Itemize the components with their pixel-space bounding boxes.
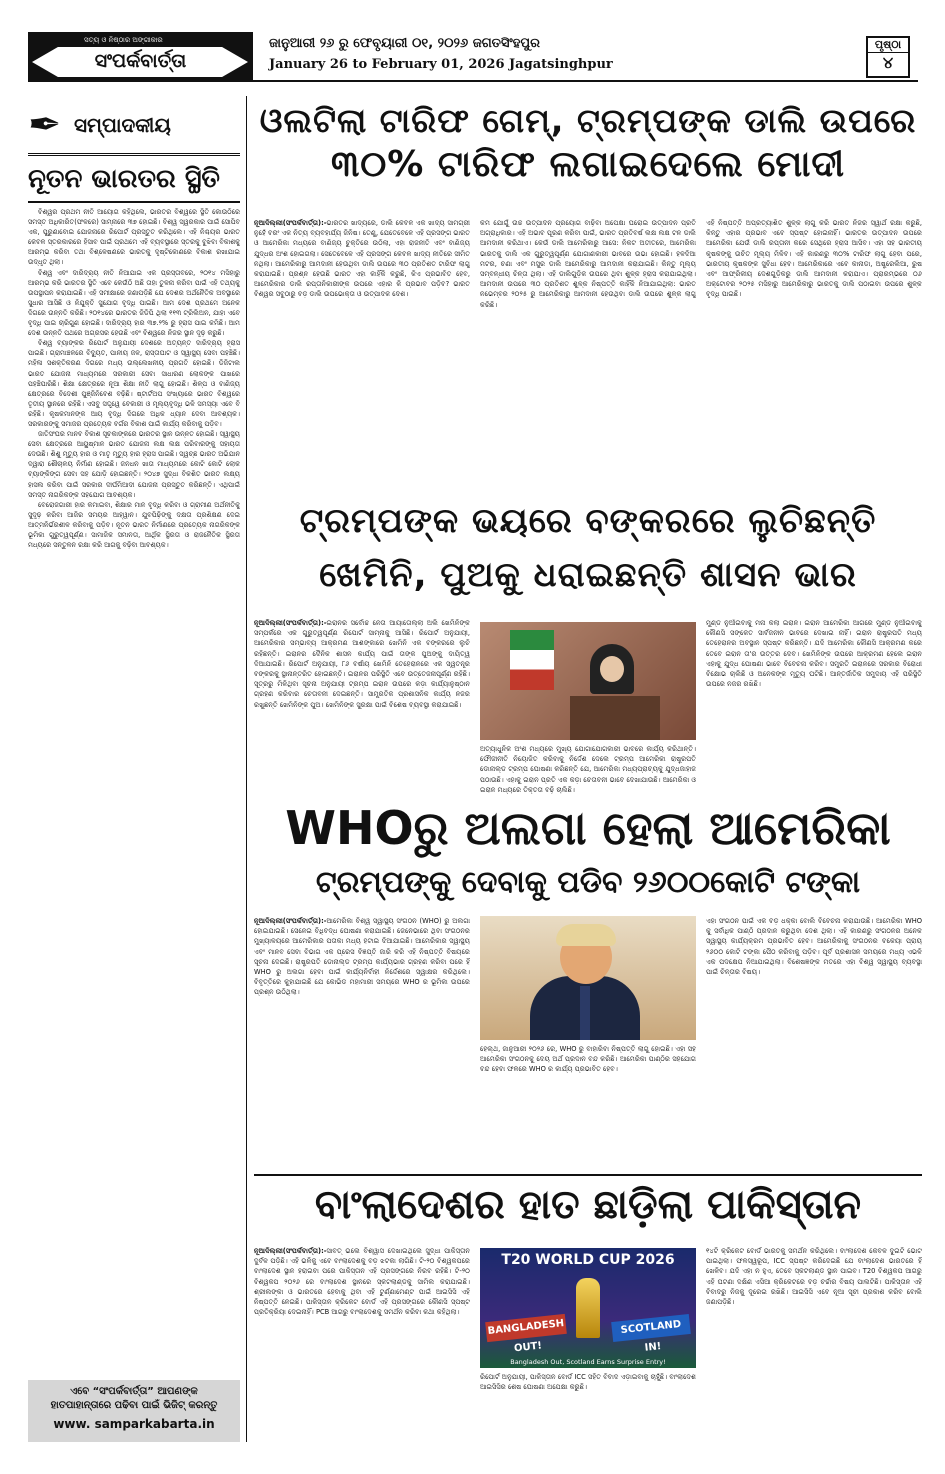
story-tariff-body bbox=[254, 218, 922, 492]
story-column: ଅତ୍ୟାଧୁନିକ ଅଂଶ ମଧ୍ୟରେ ମୁଖ୍ୟ ଯୋଗାଯୋଗକାରୀ ଭାବରେ କାର୍ଯ୍ୟ କରିଥାନ୍ତି। ଫୌଜୀନୀତି ନିୟୋଜିତ କରିବାକୁ ନିର୍ଦ୍ଦେଶ ଦେଲେ ଟ୍ରମ୍ପ ଆମେରିକା ରାଷ୍ଟ୍ରପତି ଡୋନାଲ୍ଡ ଟ୍ରମ୍ପ ଘୋଷଣା କରିଛନ୍ତି ଯେ, ଆମେରିକା ମଧ୍ୟପ୍ରାଚ୍ୟକୁ ଯୁଦ୍ଧଜାହାଜ ପଠାଉଛି। ଏହାକୁ ଇରାନ ପ୍ରତି ଏକ କଡ଼ା ଚେତାବନୀ ଭାବେ ଦେଖାଯାଉଛି। ଆମେରିକା ଓ ଇରାନ ମଧ୍ୟରେ ତିକ୍ତତା ବଢ଼ି ଚାଲିଛି। bbox=[480, 745, 696, 794]
promo-line-2: ହାତପାହାନ୍ତାରେ ପଢିବା ପାଇଁ ଭିଜିଟ୍ କରନ୍ତୁ bbox=[50, 1400, 218, 1411]
headline-line: ୩୦% ଟାରିଫ ଲଗାଇଦେଲେ ମୋଦୀ bbox=[330, 143, 846, 185]
issue-date-block bbox=[253, 32, 918, 80]
photo-caption: Bangladesh Out, Scotland Earns Surprise Entry! bbox=[510, 1358, 666, 1366]
story-who-subheadline: ଟ୍ରମ୍ପଙ୍କୁ ଦେବାକୁ ପଡିବ ୨୬୦୦କୋଟି ଟଙ୍କା bbox=[315, 865, 861, 900]
khamenei-photo bbox=[480, 622, 696, 740]
editorial-section-label: ସମ୍ପାଦକୀୟ bbox=[74, 112, 171, 137]
tie-shape bbox=[580, 986, 590, 1040]
issue-date-odia: ଜାନୁଆରୀ ୨୬ ରୁ ଫେବୃୟାରୀ ୦୧, ୨୦୨୬ ଜଗତସିଂହପୁର bbox=[269, 36, 540, 51]
promo-line-1: ଏବେ “ସଂପର୍କବାର୍ତ୍ତା” ଆପଣଙ୍କ bbox=[70, 1386, 198, 1397]
page-number-box bbox=[866, 36, 910, 78]
editorial-paragraph: ବିଶ୍ୱ ବ୍ୟାଙ୍କର ରିପୋର୍ଟ ଅନୁଯାୟୀ ଦେଶରେ ଅତ୍ୟନ୍ତ ଦାରିଦ୍ର୍ୟ ହ୍ରାସ ପାଇଛି। ଗ୍ରାମାଞ୍ଚଳରେ ବିଦ୍ୟୁତ, ପାନୀୟ ଜଳ, ରାସ୍ତାଘାଟ ଓ ସ୍ୱାସ୍ଥ୍ୟ ସେବା ପହଞ୍ଚିଛି। ମହିଳା ସଶକ୍ତିକରଣ ଦିଗରେ ମଧ୍ୟ ଉଲ୍ଲେଖନୀୟ ପ୍ରଗତି ହୋଇଛି। ଡିଜିଟାଲ ଭାରତ ଯୋଜନା ମାଧ୍ୟମରେ ସରକାରୀ ସେବା ସାଧାରଣ ଲୋକଙ୍କ ପାଖରେ ପହଞ୍ଚିପାରିଛି। ଶିକ୍ଷା କ୍ଷେତ୍ରରେ ନୂଆ ଶିକ୍ଷା ନୀତି ଲାଗୁ ହୋଇଛି। ଶିଳ୍ପ ଓ ବାଣିଜ୍ୟ କ୍ଷେତ୍ରରେ ବିଦେଶୀ ପୁଞ୍ଜିନିବେଶ ବଢ଼ିଛି। ଷ୍ଟାର୍ଟଅପ ସଂଖ୍ୟାରେ ଭାରତ ବିଶ୍ୱରେ ତୃତୀୟ ସ୍ଥାନରେ ରହିଛି। ଏସବୁ ସତ୍ତ୍ୱେ ବେକାରୀ ଓ ମୂଲ୍ୟବୃଦ୍ଧି ଭଳି ସମସ୍ୟା ଏବେ ବି ରହିଛି। କୃଷକମାନଙ୍କ ଆୟ ବୃଦ୍ଧି ଦିଗରେ ଅଧିକ ଧ୍ୟାନ ଦେବା ଆବଶ୍ୟକ। ସରକାରଙ୍କୁ ସମାଜର ପ୍ରତ୍ୟେକ ବର୍ଗର ବିକାଶ ପାଇଁ କାର୍ଯ୍ୟ କରିବାକୁ ପଡ଼ିବ। bbox=[28, 339, 240, 428]
logo-tagline: ସତ୍ୟ ଓ ନିଷ୍ଠାର ଅଙ୍ଗୀକାର bbox=[84, 36, 163, 44]
issue-date-english: January 26 to February 01, 2026 Jagatsinghpur bbox=[269, 57, 613, 72]
editorial-column bbox=[28, 96, 240, 1442]
headline-line: ଓଲଟିଲା ଟାରିଫ ଗେମ୍, ଟ୍ରମ୍ପଙ୍କ ଡାଲି ଉପରେ bbox=[259, 101, 917, 140]
website-link[interactable]: www. samparkabarta.in bbox=[53, 1417, 215, 1431]
headline-line: ଟ୍ରମ୍ପଙ୍କ ଭୟରେ ବଙ୍କରରେ ଲୁଚିଛନ୍ତି bbox=[299, 501, 877, 541]
dateline: ନୂଆଦିଲ୍ଲୀ(ସଂପର୍କବାର୍ତ୍ତା):- bbox=[254, 917, 327, 925]
dateline: ନୂଆଦିଲ୍ଲୀ(ସଂପର୍କବାର୍ତ୍ତା):- bbox=[254, 219, 327, 227]
story-column: ଏହି ନିଷ୍ପତ୍ତି ଅପ୍ରତ୍ୟାଶିତ ଶୁଳ୍କ ଲାଗୁ କରି ଭାରତ ନିଜର ସ୍ୱାର୍ଥ ରକ୍ଷା କରୁଛି, କିନ୍ତୁ ଏହାର ପ୍ରଭାବ ଏବେ ସ୍ପଷ୍ଟ ହୋଇନାହିଁ। ଭାରତର ଉତ୍ପାଦନ ଉପରେ ଆମେରିକା ଯେଉଁ ଡାଲି ରପ୍ତାନୀ କରେ ସେଥିରେ ହ୍ରାସ ଆସିବ। ଏହା ସହ ଭାରତୀୟ କୃଷକଙ୍କୁ ଉଚିତ ମୂଲ୍ୟ ମିଳିବ। ଏହି କାରଣରୁ ୩୦% ଟାରିଫ ଲାଗୁ ହେବା ପରେ, ଭାରତୀୟ କୃଷକଙ୍କ ସୁବିଧା ହେବ। ଆମେରିକାରେ ଏବେ କାନାଡା, ଅଷ୍ଟ୍ରେଲିଆ, ରୁଷ ଏବଂ ଆଫ୍ରିକୀୟ ଦେଶଗୁଡ଼ିକରୁ ଡାଲି ଆମଦାନୀ କରାଯାଏ। ପ୍ରାରମ୍ଭରେ ୦୬ ଅକ୍ଟୋବର ୨୦୨୫ ମସିହାରୁ ଆମେରିକାରୁ ଭାରତକୁ ଡାଲି ପଠାଇବା ଉପରେ ଶୁଳ୍କ ବୃଦ୍ଧି ପାଇଛି। bbox=[706, 219, 922, 299]
story-column: ଏହା ସଂଗଠନ ପାଇଁ ଏକ ବଡ଼ ଧକ୍କା ବୋଲି ବିବେଚନା କରାଯାଉଛି। ଆମେରିକା WHO କୁ ସର୍ବାଧିକ ପାଣ୍ଠି ପ୍ରଦାନ କରୁଥିବା ଦେଶ ଥିଲା। ଏହି କାରଣରୁ ସଂଗଠନର ଅନେକ ସ୍ୱାସ୍ଥ୍ୟ କାର୍ଯ୍ୟକ୍ରମ ପ୍ରଭାବିତ ହେବ। ଆମେରିକାକୁ ସଂଗଠନର ବକେୟା ପ୍ରାୟ ୨୬୦୦ କୋଟି ଟଙ୍କା ପୈଠ କରିବାକୁ ପଡ଼ିବ। ପୂର୍ବ ପ୍ରଶାସନ ସମୟରେ ମଧ୍ୟ ଏଭଳି ଏକ ପଦକ୍ଷେପ ନିଆଯାଇଥିଲା। ବିଶେଷଜ୍ଞଙ୍କ ମତରେ ଏହା ବିଶ୍ୱ ସ୍ୱାସ୍ଥ୍ୟ ବ୍ୟବସ୍ଥା ପାଇଁ ଚିନ୍ତାର ବିଷୟ। bbox=[706, 917, 922, 977]
editorial-paragraph: ବିଶ୍ୱର ପ୍ରଥମ ନୀତି ଆୟୋଗ କହିଥିଲେ, ଭାରତର ବିଶ୍ୱରେ ସ୍ଥିତି କୋଉଠିରେ ସମସ୍ତ ଅଧିକାରିତ(ଫଳରେ) ସାମ୍ନାରେ ୩୭ ହୋଇଛି। ବିଶ୍ୱ ସ୍ୱରକାର ପାଇଁ ସୋପିବ ଏକ, ପୁରୁଣାବୋଇ ଯୋଜନାରେ ରିପୋର୍ଟ ପ୍ରସ୍ତୁତ କରିଥିଲେ। ଏହି ନିଶ୍ଚୟର ଭାରତ କେବଳ ସ୍ତରକାରରେ ହିସାବ ପାଇଁ ପ୍ରଥମେ ଏହି ବ୍ୟବସ୍ଥାରେ ସ୍ତରକୁ ବୁଝିବା ବିକାଶକୁ ଆରମ୍ଭ କରିବା ତଥା ବିଶ୍ଳେଷଣରେ ଭାରତକୁ ଦୃଷ୍ଟିକୋଣରେ ବିକାଶ ରଖାଯାଇ ଉଦ୍ଧୃତ ଥିଲା। bbox=[28, 208, 240, 267]
story-text: ଇରାନର ସର୍ବୋଚ୍ଚ ନେତା ଆୟାତୋଲ୍ଲା ଅଲି ଖେମିନିଙ୍କ ସମ୍ପର୍କରେ ଏକ ଗୁରୁତ୍ୱପୂର୍ଣ୍ଣ ରିପୋର୍ଟ ସାମ୍ନାକୁ ଆସିଛି। ରିପୋର୍ଟ ଅନୁଯାୟୀ, ଆମେରିକାର ସମ୍ଭାବ୍ୟ ଆକ୍ରମଣ ଆଶଙ୍କାରେ ଖେମିନି ଏକ ବଙ୍କରରେ ଲୁଚି ରହିଛନ୍ତି। ଇରାନର ଦୈନିକ ଶାସନ କାର୍ଯ୍ୟ ପାଇଁ ତାଙ୍କ ପୁଅଙ୍କୁ ଦାୟିତ୍ୱ ଦିଆଯାଇଛି। ରିପୋର୍ଟ ଅନୁଯାୟୀ, ୮୬ ବର୍ଷୀୟ ଖେମିନି ତେହେରାନରେ ଏକ ସ୍ୱତନ୍ତ୍ର ବଙ୍କରକୁ ସ୍ଥାନାନ୍ତରିତ ହୋଇଛନ୍ତି। ଇରାନର ପରିସ୍ଥିତି ଏବେ ଉତ୍ତେଜନାପୂର୍ଣ୍ଣ ରହିଛି। ସୂତ୍ରରୁ ମିଳିଥିବା ସୂଚନା ଅନୁଯାୟୀ ଟ୍ରମ୍ପ ଇରାନ ଉପରେ କଡ଼ା କାର୍ଯ୍ୟାନୁଷ୍ଠାନ ଗ୍ରହଣ କରିବାର ଚେତାବନୀ ଦେଇଛନ୍ତି। ସାମ୍ପ୍ରତିକ ପ୍ରଶାସନିକ କାର୍ଯ୍ୟ ନଜର ରଖୁଛନ୍ତି ଖେମିନିଙ୍କ ପୁଅ। ଖେମିନିଙ୍କ ସୁରକ୍ଷା ପାଇଁ ବିଶେଷ ବ୍ୟବସ୍ଥା କରାଯାଇଛି। bbox=[254, 619, 470, 709]
editorial-paragraph: ବେରୋଜଗାରୀ ହାର କମାଇବା, ଶିକ୍ଷାର ମାନ ବୃଦ୍ଧି କରିବା ଓ ଗ୍ରାମୀଣ ଅର୍ଥନୀତିକୁ ସୁଦୃଢ଼ କରିବା ଆଜିର ସମୟର ଆହ୍ୱାନ। ଯୁବପିଢ଼ିଙ୍କୁ ଦକ୍ଷତା ପ୍ରଶିକ୍ଷଣ ଦେଇ ଆତ୍ମନିର୍ଭରଶୀଳ କରିବାକୁ ପଡ଼ିବ। ନୂତନ ଭାରତ ନିର୍ମାଣରେ ପ୍ରତ୍ୟେକ ନାଗରିକଙ୍କ ଭୂମିକା ଗୁରୁତ୍ୱପୂର୍ଣ୍ଣ। ସାମାଜିକ ସମାନତା, ଆର୍ଥିକ ସ୍ଥିରତା ଓ ରାଜନୈତିକ ସ୍ଥିରତା ମଧ୍ୟରେ ସନ୍ତୁଳନ ରକ୍ଷା କରି ଆଗକୁ ବଢ଼ିବା ଆବଶ୍ୟକ। bbox=[28, 500, 240, 550]
story-column bbox=[254, 916, 470, 1172]
story-column: କମ ଯୋଗୁଁ ଉଚ୍ଚ ଉତ୍ପାଦନ ପ୍ରୟୋଗ ବାଢ଼ିବା ଅପେକ୍ଷା ଘରୋଇ ଉତ୍ପାଦନ ପ୍ରତି ଅଗ୍ରାଧିକାର। ଏହି ଅଭାବ ପୂରଣ କରିବା ପାଇଁ, ଭାରତ ପ୍ରତିବର୍ଷ ଲକ୍ଷ ଲକ୍ଷ ଟନ ଡାଲି ଆମଦାନୀ କରିଥାଏ। କେଉଁ ଡାଲି ଆମେରିକାରୁ ଆସେ: ନିକଟ ଅତୀତରେ, ଆମେରିକା ଭାରତକୁ ଡାଲି ଏକ ଗୁରୁତ୍ୱପୂର୍ଣ୍ଣ ଯୋଗାଣକାରୀ ଭାବରେ ଉଭା ହୋଇଛି। ହଳଦିଆ ମଟର, ଚଣା ଏବଂ ମସୁର ଡାଲି ଆମେରିକାରୁ ଆମଦାନୀ କରାଯାଇଛି। କିନ୍ତୁ ମୂଲ୍ୟ ସମ୍ବନ୍ଧୀୟ ଚିନ୍ତା ଥିଲା। ଏହି ଡାଲିଗୁଡ଼ିକ ଉପରେ ଥିବା ଶୁଳ୍କ ହ୍ରାସ କରାଯାଇଥିଲା। ଆମଦାନୀ ଉପରେ ୩୦ ପ୍ରତିଶତ ଶୁଳ୍କ ନିଷ୍ପତ୍ତି କାହିଁକି ନିଆଯାଇଥିଲା: ଭାରତ ନଭେମ୍ବର ୨୦୨୫ ରୁ ଆମେରିକାରୁ ଆମଦାନୀ ହେଉଥିବା ଡାଲି ଉପରେ ଶୁଳ୍କ ଲାଗୁ କରିଛି। bbox=[480, 219, 696, 309]
main-news-column bbox=[254, 96, 922, 1442]
story-column: ରିପୋର୍ଟ ଅନୁଯାୟୀ, ପାକିସ୍ତାନ ବୋର୍ଡ ICC ସହିତ ବିବାଦ ଏଡ଼ାଇବାକୁ ଚାହୁଁଛି। ବାଂଲାଦେଶ ଆଇସିସିର ଶେଷ ଘୋଷଣା ଅପେକ୍ଷା କରୁଛି। bbox=[480, 1373, 696, 1392]
podium bbox=[570, 696, 660, 740]
story-text: ଆମେରିକା ବିଶ୍ୱ ସ୍ୱାସ୍ଥ୍ୟ ସଂଗଠନ (WHO) ରୁ ଅଲଗା ହୋଇଯାଇଛି। ସେନେଇ ବିଧିବଦ୍ଧ ଘୋଷଣା କରାଯାଇଛି। ଜେନେଭାରେ ଥିବା ସଂଗଠନର ମୁଖ୍ୟାଳୟରେ ଆମେରିକାର ପତାକା ମଧ୍ୟ ହଟାଇ ଦିଆଯାଇଛି। ଆମେରିକାର ସ୍ୱାସ୍ଥ୍ୟ ଏବଂ ମାନବ ସେବା ବିଭାଗ ଏକ ପ୍ରେସ ବିଜ୍ଞପ୍ତି ଜାରି କରି ଏହି ନିଷ୍ପତ୍ତି ବିଷୟରେ ସୂଚନା ଦେଇଛି। ରାଷ୍ଟ୍ରପତି ଡୋନାଲ୍ଡ ଟ୍ରମ୍ପ କାର୍ଯ୍ୟଭାର ଗ୍ରହଣ କରିବା ପରେ ହିଁ WHO ରୁ ଅଲଗା ହେବା ପାଇଁ କାର୍ଯ୍ୟନିର୍ବାହୀ ନିର୍ଦ୍ଦେଶରେ ସ୍ୱାକ୍ଷର କରିଥିଲେ। ବିବୃତ୍ତିରେ କୁହାଯାଇଛି ଯେ କୋଭିଡ ମହାମାରୀ ସମୟରେ WHO ର ଭୂମିକା ଉପରେ ପ୍ରଶ୍ନ ଉଠିଥିଲା। bbox=[254, 917, 470, 997]
speaker-face bbox=[600, 656, 624, 682]
iran-flag-image bbox=[510, 630, 554, 690]
headline-line: ଖେମିନି, ପୁଅକୁ ଧରାଇଛନ୍ତି ଶାସନ ଭାର bbox=[319, 555, 857, 596]
page-label: ପୃଷ୍ଠା bbox=[868, 38, 908, 53]
trophy-icon bbox=[576, 1278, 600, 1338]
editorial-paragraph: ବିଶ୍ୱ ଏବଂ ଦାରିଦ୍ର୍ୟ ନୀତି ନିଆଯାଇ ଏକ ପ୍ରସ୍ତାବରେ, ୨୦୧୪ ମସିହାରୁ ଆରମ୍ଭ କରି ଭାରତର ସ୍ଥିତି ଏବେ କେଉଁଠି ଅଛି ତାହା ତୁଳନା କରିବା ପାଇଁ ଏହି ତଥ୍ୟକୁ ଉପସ୍ଥାପନ କରାଯାଇଛି। ଏହି ସମୀକ୍ଷାରେ ଜଣାପଡ଼ିଛି ଯେ ଦେଶର ଅର୍ଥନୈତିକ ଅବସ୍ଥାରେ ସୁଧାର ଆସିଛି ଓ ନିଯୁକ୍ତି ସୁଯୋଗ ବୃଦ୍ଧି ପାଇଛି। ଆମ ଦେଶ ପ୍ରଥମେ ଅନେକ ଦିଗରେ ଉନ୍ନତି କରିଛି। ୨୦୧୪ରେ ଭାରତର ଜିଡିପି ଥିଲା ୧୧୩ ଟ୍ରିଲିଅନ, ଯାହା ଏବେ ବୃଦ୍ଧି ପାଇ ଚାରିଗୁଣ ହୋଇଛି। ଦାରିଦ୍ର୍ୟ ହାର ୩୭.୨% ରୁ ହ୍ରାସ ପାଇ କମିଛି। ଆମ ଦେଶ ଉନ୍ନତି ପଥରେ ଅଗ୍ରସର ହେଉଛି ଏବଂ ବିଶ୍ୱରେ ନିଜର ସ୍ଥାନ ଦୃଢ଼ କରୁଛି। bbox=[28, 268, 240, 338]
editorial-body bbox=[28, 207, 240, 1375]
website-promo-box bbox=[28, 1380, 240, 1442]
dateline: ନୂଆଦିଲ୍ଲୀ(ସଂପର୍କବାର୍ତ୍ତା):- bbox=[254, 619, 327, 627]
newspaper-logo[interactable] bbox=[28, 32, 253, 80]
story-column: ମୁଣ୍ଡ ନୁଆଁଇବାକୁ ମନା କଲା ଇରାନ। ଇରାନ ଆମେରିକା ଆଗରେ ମୁଣ୍ଡ ନୁଆଁଇବାକୁ କୌଣସି ସଙ୍କେତ ସାର୍ବଜନୀନ ଭାବରେ ଦେଖାଇ ନାହିଁ। ଇରାନ ରାଷ୍ଟ୍ରପତି ମଧ୍ୟ ତେହେରାନର ଅବସ୍ଥାନ ସ୍ପଷ୍ଟ କରିଛନ୍ତି। ଯଦି ଆମେରିକା କୌଣସି ଆକ୍ରମଣ କରେ ତେବେ ଇରାନ ତା'ର ଉତ୍ତର ଦେବ। ଖେମିନିଙ୍କ ଉପରେ ଆକ୍ରମଣ ହେଲେ ଇରାନ ଏହାକୁ ଯୁଦ୍ଧ ଘୋଷଣା ଭାବେ ବିବେଚନା କରିବ। ସମ୍ପ୍ରତି ଇରାନରେ ସରକାର ବିରୋଧୀ ବିକ୍ଷୋଭ ଚାଲିଛି ଓ ଅନେକଙ୍କ ମୃତ୍ୟୁ ଘଟିଛି। ଆନ୍ତର୍ଜାତିକ ସମୁଦାୟ ଏହି ପରିସ୍ଥିତି ଉପରେ ନଜର ରଖିଛି। bbox=[706, 619, 922, 689]
editorial-header bbox=[28, 96, 240, 156]
story-column: ହେଲ୍ଥ, ଜାନୁଆରୀ ୨୦୨୬ ରେ, WHO ରୁ ବାହାରିବା ନିଷ୍ପତ୍ତି ଲାଗୁ ହୋଇଛି। ଏହା ସହ ଆମେରିକା ସଂଗଠନକୁ ଦେୟ ଅର୍ଥ ପ୍ରଦାନ ବନ୍ଦ କରିଛି। ଆମେରିକା ପାଣ୍ଠିର ସହଯୋଗ ବନ୍ଦ ହେବା ଫଳରେ WHO ର କାର୍ଯ୍ୟ ପ୍ରଭାବିତ ହେବ। bbox=[480, 1045, 696, 1074]
column-divider bbox=[246, 96, 247, 1442]
editorial-paragraph: ଜାତିସଂଘର ମାନବ ବିକାଶ ସୂଚକାଙ୍କରେ ଭାରତର ସ୍ଥାନ ଉନ୍ନତ ହୋଇଛି। ସ୍ୱାସ୍ଥ୍ୟ ସେବା କ୍ଷେତ୍ରରେ ଆୟୁଷ୍ମାନ ଭାରତ ଯୋଜନା ଲକ୍ଷ ଲକ୍ଷ ପରିବାରଙ୍କୁ ସହାୟତା ଦେଉଛି। ଶିଶୁ ମୃତ୍ୟୁ ହାର ଓ ମାତୃ ମୃତ୍ୟୁ ହାର ହ୍ରାସ ପାଇଛି। ସ୍ୱଚ୍ଛ ଭାରତ ଅଭିଯାନ ଦ୍ୱାରା ଶୌଚାଳୟ ନିର୍ମାଣ ହୋଇଛି। ଜନଧନ ଖାତା ମାଧ୍ୟମରେ କୋଟି କୋଟି ଲୋକ ବ୍ୟାଙ୍କିଙ୍ଗ ସେବା ସହ ଯୋଡ଼ି ହୋଇଛନ୍ତି। ୨୦୪୭ ସୁଦ୍ଧା ବିକଶିତ ଭାରତ ଲକ୍ଷ୍ୟ ହାସଲ କରିବା ପାଇଁ ସରକାର ଦୀର୍ଘମିଆଦୀ ଯୋଜନା ପ୍ରସ୍ତୁତ କରିଛନ୍ତି। ଏଥିପାଇଁ ସମସ୍ତ ନାଗରିକଙ୍କ ସହଯୋଗ ଆବଶ୍ୟକ। bbox=[28, 430, 240, 499]
photo-label-scotland: SCOTLAND IN! bbox=[611, 1314, 691, 1342]
quill-pen-icon: ✒ bbox=[28, 101, 62, 148]
photo-label-bangladesh: BANGLADESH OUT! bbox=[485, 1314, 567, 1342]
story-pakistan-headline[interactable]: ବାଂଲାଦେଶର ହାତ ଛାଡ଼ିଲା ପାକିସ୍ତାନ bbox=[254, 1174, 922, 1228]
editorial-title: ନୂତନ ଭାରତର ସ୍ଥିତି bbox=[28, 164, 240, 203]
dateline: ନୂଆଦିଲ୍ଲୀ(ସଂପର୍କବାର୍ତ୍ତା):- bbox=[254, 1247, 327, 1255]
logo-text: ସଂପର୍କବାର୍ତ୍ତା bbox=[94, 50, 187, 72]
photo-title: T20 WORLD CUP 2026 bbox=[501, 1252, 675, 1268]
page-number: ୪ bbox=[882, 53, 894, 72]
story-text: ସାବତ୍ ଭଲେ ବିଶ୍ୱାସ ଦେଖାଇଥିଲେ ସୁଦ୍ଧା ପାକିସ୍ତାନ ଦୁର୍ବଳ ପଡ଼ିଛି। ଏହି ଭଳିକୁ ଏବେ ବାଂଲାଦେଶକୁ ବଡ଼ ଝଟକା ଲାଗିଛି। ଟି-୨୦ ବିଶ୍ୱକପରେ ବାଂଲାଦେଶ ସ୍ଥାନ ହରାଇବା ପରେ ପାକିସ୍ତାନ ଏହି ପ୍ରସଙ୍ଗରେ ନିରବ ରହିଛି। ଟି-୨୦ ବିଶ୍ୱକପ ୨୦୨୬ ରେ ବାଂଲାଦେଶ ସ୍ଥାନରେ ସ୍କଟଲାଣ୍ଡକୁ ସାମିଲ କରାଯାଇଛି। ଶ୍ରୀଲଙ୍କା ଓ ଭାରତରେ ହେବାକୁ ଥିବା ଏହି ଟୁର୍ଣ୍ଣାମେଣ୍ଟ ପାଇଁ ଆଇସିସି ଏହି ନିଷ୍ପତ୍ତି ନେଇଛି। ପାକିସ୍ତାନ କ୍ରିକେଟ ବୋର୍ଡ ଏହି ପ୍ରସଙ୍ଗରେ କୌଣସି ସ୍ପଷ୍ଟ ପ୍ରତିକ୍ରିୟା ଦେଇନାହିଁ। PCB ଆଗରୁ ବାଂଲାଦେଶକୁ ସମର୍ଥନ କରିବା କଥା କହିଥିଲା। bbox=[254, 1247, 470, 1317]
t20-world-cup-photo bbox=[480, 1248, 696, 1368]
masthead bbox=[28, 32, 918, 82]
story-text: ଭାରତର ଖାଦ୍ୟରେ, ଡାଲି କେବଳ ଏକ ଖାଦ୍ୟ ସାମଗ୍ରୀ ନୁହେଁ ବରଂ ଏକ ନିତ୍ୟ ବ୍ୟବହାର୍ଯ୍ୟ ଜିନିଷ। ତେଣୁ, ଯେତେବେଳେ ଏହି ପ୍ରସଙ୍ଗ ଭାରତ ଓ ଆମେରିକା ମଧ୍ୟରେ ବାଣିଜ୍ୟ ଚୁକ୍ତିରେ ଉଠିଲା, ଏହା ରାଜନୀତି ଏବଂ ବାଣିଜ୍ୟ ଯୁଦ୍ଧର ଅଂଶ ହୋଇଗଲା। ସେତେବେଳେ ଏହି ପ୍ରସଙ୍ଗ କେବଳ ଖାଦ୍ୟ ନୀତିରେ ସୀମିତ ନଥିଲା। ଆମେରିକାରୁ ଆମଦାନୀ ହେଉଥିବା ଡାଲି ଉପରେ ୩୦ ପ୍ରତିଶତ ଟାରିଫ ଲାଗୁ କରାଯାଇଛି। ପ୍ରଶ୍ନ ହେଉଛି ଭାରତ ଏହା କାହିଁକି କରୁଛି, କିଏ ପ୍ରଭାବିତ ହେବ, ଆମେରିକାର ଡାଲି ରପ୍ତାନିକାରୀଙ୍କ ଉପରେ ଏହାର କି ପ୍ରଭାବ ପଡ଼ିବ? ଭାରତ ବିଶ୍ୱର ସବୁଠାରୁ ବଡ଼ ଡାଲି ଉପଭୋକ୍ତା ଓ ଉତ୍ପାଦକ ଦେଶ। bbox=[254, 219, 470, 299]
story-column bbox=[254, 218, 470, 492]
trump-photo bbox=[480, 916, 696, 1040]
story-column: ୧୪ଟି କ୍ରିକେଟ ବୋର୍ଡ ଭାରତକୁ ସମର୍ଥନ କରିଥିଲେ। ବାଂଲାଦେଶ କେବଳ ଦୁଇଟି ଭୋଟ ପାଇଥିଲା। ଫଳସ୍ୱରୂପ, ICC ସ୍ପଷ୍ଟ କରିଦେଇଛି ଯେ ବାଂଲାଦେଶ ଭାରତରେ ହିଁ ଖେଳିବ। ଯଦି ଏହା ନ ହୁଏ, ତେବେ ସ୍କଟଲାଣ୍ଡ ସ୍ଥାନ ପାଇବ। T20 ବିଶ୍ୱକପ ଆଗରୁ ଏହି ଘଟଣା ଦକ୍ଷିଣ ଏସିଆ କ୍ରିକେଟରେ ବଡ଼ ଚର୍ଚ୍ଚାର ବିଷୟ ପାଲଟିଛି। ପାକିସ୍ତାନ ଏହି ବିବାଦରୁ ନିଜକୁ ଦୂରେଇ ରଖିଛି। ଆଇସିସି ଏବେ ନୂଆ ସୂଚୀ ପ୍ରକାଶ କରିବ ବୋଲି ଜଣାପଡ଼ିଛି। bbox=[706, 1247, 922, 1307]
hair-shape bbox=[556, 924, 616, 946]
story-tariff-headline[interactable] bbox=[254, 102, 922, 185]
story-who-headline[interactable]: WHOରୁ ଅଲଗା ହେଲା ଆମେରିକା bbox=[285, 801, 891, 855]
story-khamenei-headline[interactable] bbox=[254, 494, 922, 603]
story-column bbox=[254, 1246, 470, 1442]
